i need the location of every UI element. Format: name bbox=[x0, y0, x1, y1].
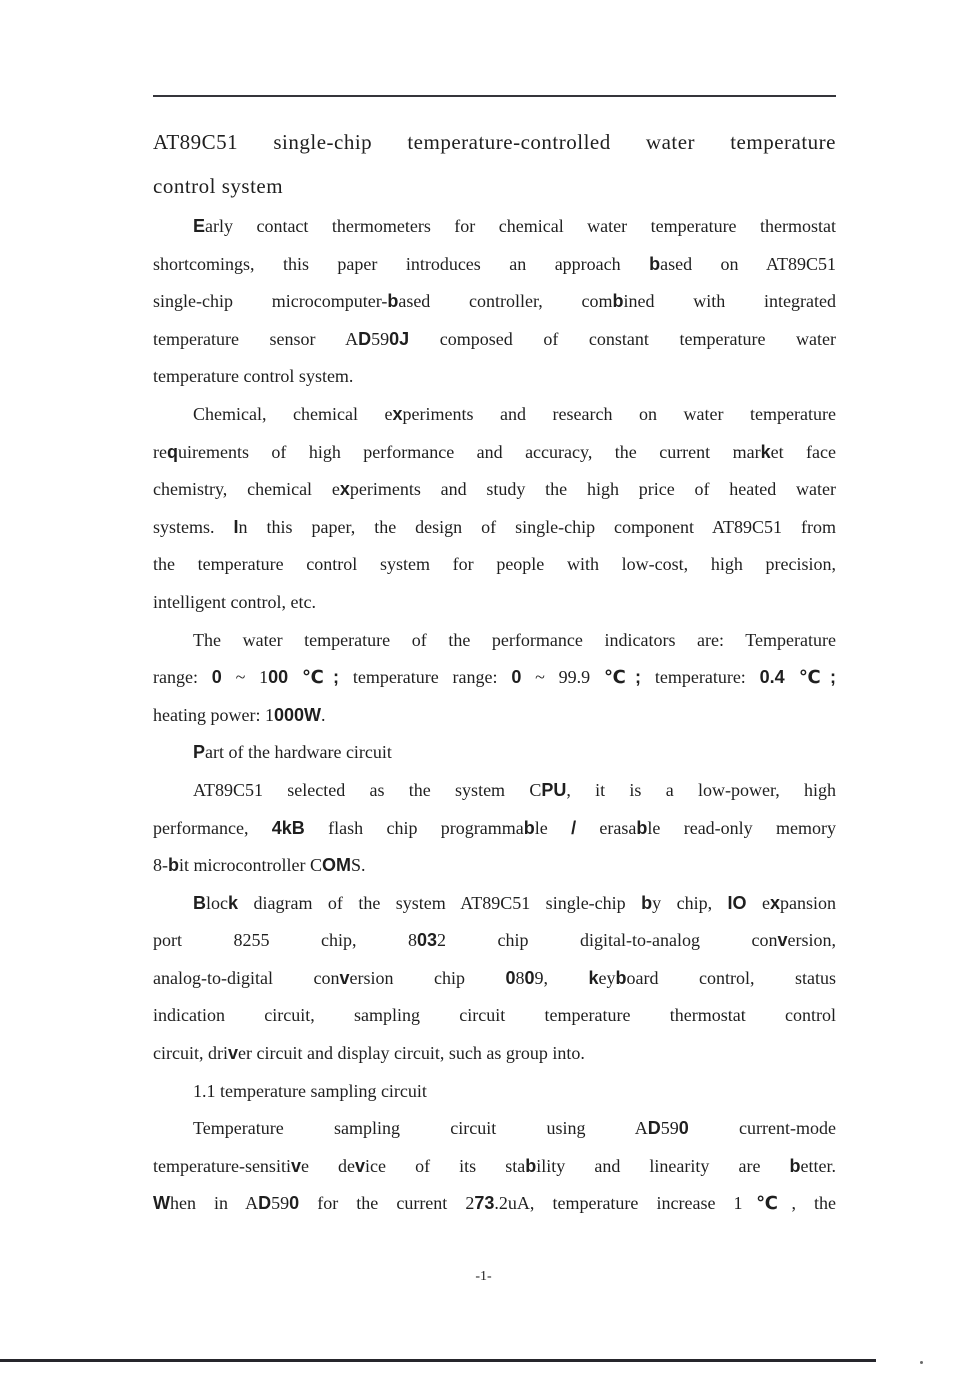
text-line: temperature-sensitive device of its stability and linearity are better. bbox=[153, 1155, 836, 1176]
text-line: chemistry, chemical experiments and study the high price of heated water bbox=[153, 479, 836, 500]
text-line: temperature sensor AD590J composed of constant temperature water bbox=[153, 328, 837, 349]
text-line: 8-bit microcontroller COMS. bbox=[153, 855, 366, 876]
text-line: circuit, driver circuit and display circuit, such as group into. bbox=[153, 1043, 585, 1064]
text-line: heating power: 1000W. bbox=[153, 704, 326, 725]
text-line: Part of the hardware circuit bbox=[193, 742, 392, 763]
text-line: Early contact thermometers for chemical water temperature thermostat bbox=[193, 216, 836, 236]
text-line: port 8255 chip, 8032 chip digital-to-analog conversion, bbox=[153, 930, 836, 951]
text-line: range: 0 ~ 100 ℃; temperature range: 0 ~ 99.9 ℃; temperature: 0.4 ℃; bbox=[153, 667, 836, 688]
title-line: AT89C51 single-chip temperature-controlled water temperature bbox=[153, 130, 836, 154]
text-line: When in AD590 for the current 273.2uA, temperature increase 1℃, the bbox=[153, 1193, 837, 1214]
text-line: 1.1 temperature sampling circuit bbox=[193, 1080, 427, 1101]
text-line: the temperature control system for people with low-cost, high precision, bbox=[153, 554, 836, 575]
text-line: Temperature sampling circuit using AD590 current-mode bbox=[193, 1118, 837, 1139]
text-line: temperature control system. bbox=[153, 366, 354, 387]
document-body bbox=[153, 120, 836, 1223]
text-line: The water temperature of the performance indicators are: Temperature bbox=[193, 629, 836, 650]
page-number: -1- bbox=[475, 1269, 492, 1284]
text-line: Chemical, chemical experiments and research on water temperature bbox=[193, 403, 836, 424]
header-rule bbox=[153, 95, 836, 97]
text-line: analog-to-digital conversion chip 0809, keyboard control, status bbox=[153, 967, 837, 988]
text-line: performance, 4kB flash chip programmable / erasable read-only memory bbox=[153, 817, 836, 838]
text-line: requirements of high performance and accuracy, the current market face bbox=[153, 441, 836, 462]
text-line: intelligent control, etc. bbox=[153, 591, 316, 612]
text-line: shortcomings, this paper introduces an approach based on AT89C51 bbox=[153, 253, 837, 274]
title-line: control system bbox=[153, 174, 284, 198]
text-line: indication circuit, sampling circuit temperature thermostat control bbox=[153, 1005, 836, 1026]
text-line: Block diagram of the system AT89C51 single-chip by chip, IO expansion bbox=[193, 892, 836, 913]
stray-mark-dot bbox=[920, 1361, 923, 1364]
footer-rule bbox=[0, 1359, 876, 1362]
text-line: systems. In this paper, the design of single-chip component AT89C51 from bbox=[153, 516, 836, 537]
text-line: single-chip microcomputer-based controller, combined with integrated bbox=[153, 291, 836, 312]
text-line: AT89C51 selected as the system CPU, it is a low-power, high bbox=[193, 779, 836, 800]
